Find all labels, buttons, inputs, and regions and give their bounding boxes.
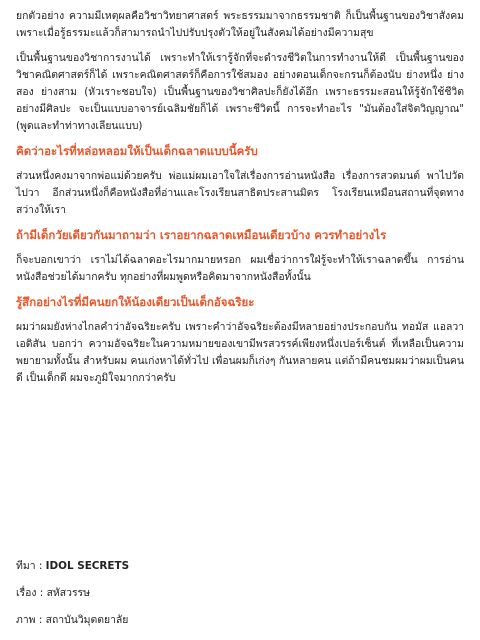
intro-paragraph-2: เป็นพื้นฐานของวิชาการงานได้ เพราะทำให้เรารู้จักที่จะดำรงชีวิตในการทำงานให้ดี เป็นพื้นฐานของวิชาคณิตศาสตร์ก็ได้ เพราะคณิตศาสตร์ก็คือการใช้สมอง อย่างตอนเด็กจะกรนก็ต้องนับ ย่างหนึ่ง ย่างสอง ย่างสาม (หัวเราะชอบใจ) เป็นพื้นฐานของวิชาศิลปะก็ยังได้อีก เพราะธรรมะสอนให้รู้จักใช้ชีวิตอย่างมีศิลปะ จะเป็นแบบอาจารย์เฉลิมชัยก็ได้ เพราะชีวิตนี้ การจะทำอะไร "มันต้องใส่จิตวิญญาณ" (พูดและทำท่าทางเลียนแบบ) (16, 52, 464, 132)
article-credits (16, 558, 129, 639)
credit-story-value: สหัสวรรษ (46, 587, 90, 599)
intro-paragraph-1: ยกตัวอย่าง ความมีเหตุผลคือวิชาวิทยาศาสตร์ พระธรรมมาจากธรรมชาติ ก็เป็นพื้นฐานของวิชาสังคม เพราะเมื่อรู้ธรรมะแล้วก็สามารถนำไปปรับปรุงตัวให้อยู่ในสังคมได้อย่างมีความสุข (16, 10, 464, 39)
credit-source-label: ทีมา : (16, 560, 43, 572)
credit-photo (16, 612, 129, 629)
credit-photo-label: ภาพ : (16, 614, 43, 626)
credit-source-value: IDOL SECRETS (45, 560, 130, 572)
answer-paragraph-3: ผมว่าผมยังห่างไกลคำว่าอัจฉริยะครับ เพราะคำว่าอัจฉริยะต้องมีหลายอย่างประกอบกัน ทอมัส แอลวา เอดิสัน บอกว่า ความอัจฉริยะในความหมายของเขามีพรสวรรค์เพียงหนึ่งเปอร์เซ็นต์ ที่เหลือเป็นความพยายามทั้งนั้น สำหรับผม คนเก่งหาได้ทั่วไป เพื่อนผมก็เก่งๆ กันหลายคน แต่ถ้ามีคนชมผมว่าผมเป็นคนดี เป็นเด็กดี ผมจะภูมิใจมากกว่าครับ (16, 321, 464, 384)
answer-paragraph-1: ส่วนหนึ่งคงมาจากพ่อแม่ด้วยครับ พ่อแม่ผมเอาใจใส่เรื่องการอ่านหนังสือ เรื่องการสวดมนต์ พาไปวัดไปวา อีกส่วนหนึ่งก็คือหนังสือที่อ่านและโรงเรียนสาธิตประสานมิตร โรงเรียนเหมือนสถานที่จุดทางสว่างให้เรา (16, 170, 464, 216)
credit-photo-value: สถาบันวิมุตตยาลัย (45, 614, 129, 626)
answer-paragraph-2: ก็จะบอกเขาว่า เราไม่ได้ฉลาดอะไรมากมายหรอก ผมเชื่อว่าการใฝ่รู้จะทำให้เราฉลาดขึ้น การอ่านหนังสือช่วยได้มากครับ ทุกอย่างที่ผมพูดหรือคิดมาจากหนังสือทั้งนั้น (16, 254, 464, 283)
question-heading-1: คิดว่าอะไรที่หล่อหลอมให้เป็นเด็กฉลาดแบบนี้ครับ (16, 144, 258, 158)
question-heading-3: รู้สึกอย่างไรที่มีคนยกให้น้องเดียวเป็นเด็กอัจฉริยะ (16, 295, 255, 309)
credit-source (16, 558, 129, 575)
credit-story (16, 585, 129, 602)
question-heading-2: ถ้ามีเด็กวัยเดียวกันมาถามว่า เราอยากฉลาดเหมือนเดียวบ้าง ควรทำอย่างไร (16, 228, 387, 242)
credit-story-label: เรื่อง : (16, 587, 44, 599)
